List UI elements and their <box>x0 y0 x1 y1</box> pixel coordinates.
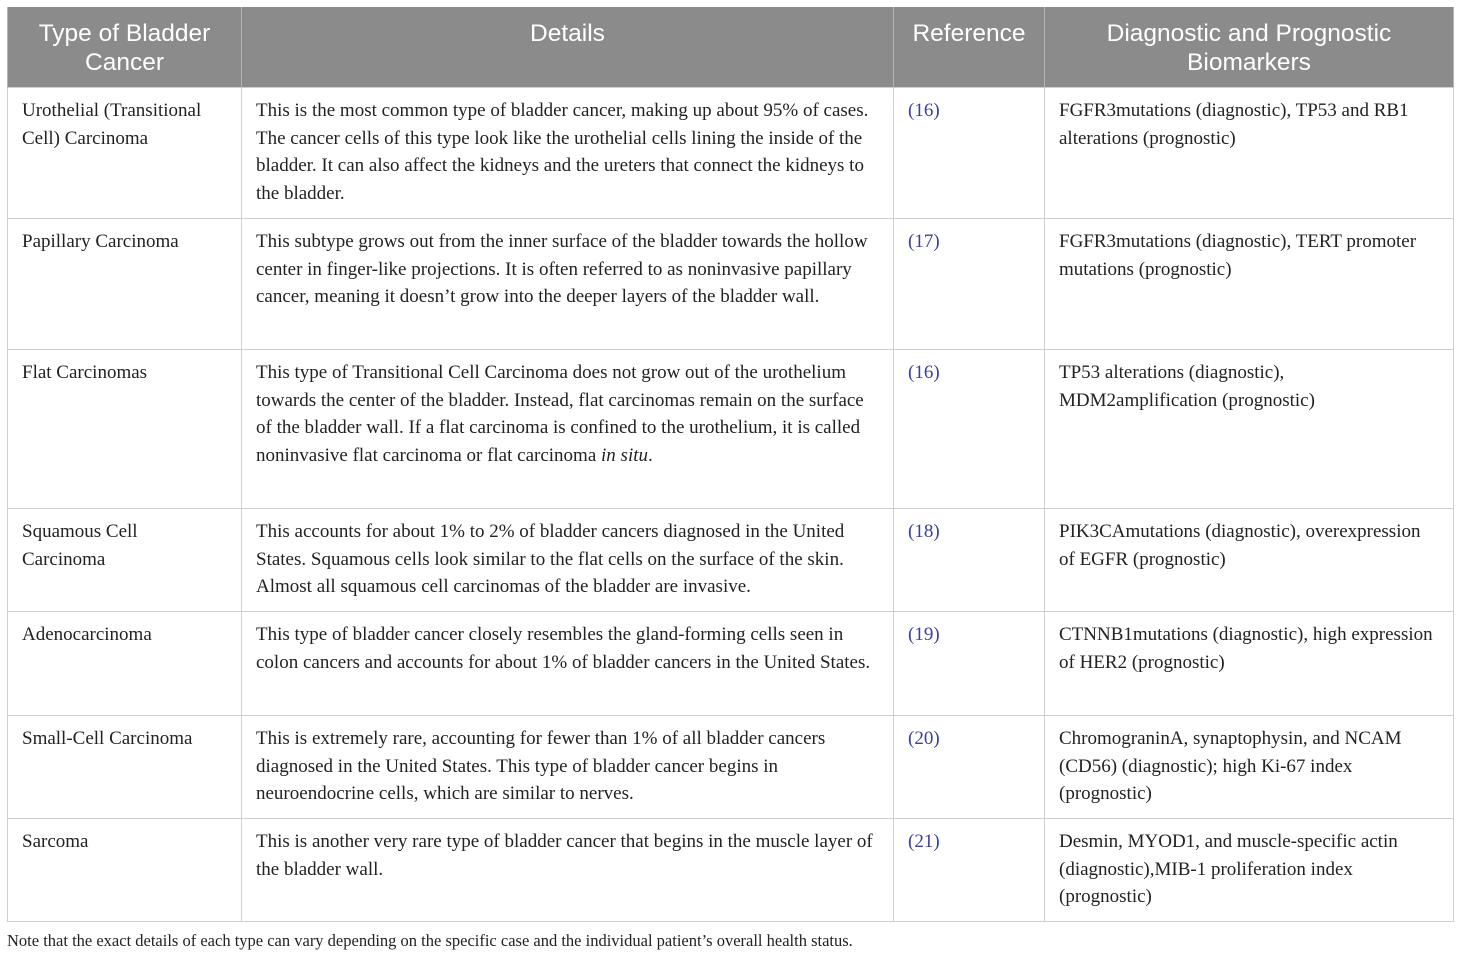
cell-type: Urothelial (Transitional Cell) Carcinoma <box>8 88 242 219</box>
header-row <box>8 7 1454 88</box>
details-end: . <box>648 444 653 466</box>
reference-link[interactable]: (21) <box>894 819 1045 922</box>
details-text: This type of Transitional Cell Carcinoma does not grow out of the urothelium towards the center of the bladder. Instead, flat carcinomas remain on the surface of the bladder wall. If a flat carcinoma is confined to the urothelium, it is called noninvasive flat carcinoma or flat carcinoma <box>256 362 864 466</box>
cell-biomarkers: CTNNB1mutations (diagnostic), high expression of HER2 (prognostic) <box>1045 612 1454 716</box>
cell-biomarkers: FGFR3mutations (diagnostic), TP53 and RB1 alterations (prognostic) <box>1045 88 1454 219</box>
header-details: Details <box>242 7 894 88</box>
reference-link[interactable]: (20) <box>894 716 1045 819</box>
cell-details: This type of bladder cancer closely resembles the gland-forming cells seen in colon cancers and accounts for about 1% of bladder cancers in the United States. <box>242 612 894 716</box>
details-italic: in situ <box>601 444 648 466</box>
reference-link[interactable]: (18) <box>894 509 1045 612</box>
table-header <box>8 7 1454 88</box>
cell-biomarkers: PIK3CAmutations (diagnostic), overexpression of EGFR (prognostic) <box>1045 509 1454 612</box>
table-row <box>8 219 1454 350</box>
cell-type: Papillary Carcinoma <box>8 219 242 350</box>
cell-details: This is another very rare type of bladder cancer that begins in the muscle layer of the bladder wall. <box>242 819 894 922</box>
table-row <box>8 509 1454 612</box>
table-row <box>8 88 1454 219</box>
cell-biomarkers: Desmin, MYOD1, and muscle-specific actin (diagnostic),MIB-1 proliferation index (prognostic) <box>1045 819 1454 922</box>
reference-link[interactable]: (17) <box>894 219 1045 350</box>
table-footnote: Note that the exact details of each type can vary depending on the specific case and the individual patient’s overall health status. <box>7 931 853 950</box>
table-body <box>8 88 1454 922</box>
cell-type: Sarcoma <box>8 819 242 922</box>
bladder-cancer-table <box>7 7 1454 922</box>
cell-details <box>242 350 894 509</box>
reference-link[interactable]: (16) <box>894 88 1045 219</box>
header-reference: Reference <box>894 7 1045 88</box>
cell-details: This is extremely rare, accounting for fewer than 1% of all bladder cancers diagnosed in the United States. This type of bladder cancer begins in neuroendocrine cells, which are similar to nerves. <box>242 716 894 819</box>
table-row <box>8 716 1454 819</box>
cell-details: This is the most common type of bladder cancer, making up about 95% of cases. The cancer cells of this type look like the urothelial cells lining the inside of the bladder. It can also affect the kidneys and the ureters that connect the kidneys to the bladder. <box>242 88 894 219</box>
reference-link[interactable]: (16) <box>894 350 1045 509</box>
header-biomarkers: Diagnostic and Prognostic Biomarkers <box>1045 7 1454 88</box>
cell-biomarkers: TP53 alterations (diagnostic), MDM2amplification (prognostic) <box>1045 350 1454 509</box>
table-row <box>8 612 1454 716</box>
cell-biomarkers: ChromograninA, synaptophysin, and NCAM (CD56) (diagnostic); high Ki-67 index (prognostic) <box>1045 716 1454 819</box>
cell-details: This accounts for about 1% to 2% of bladder cancers diagnosed in the United States. Squamous cells look similar to the flat cells on the surface of the skin. Almost all squamous cell carcinomas of the bladder are invasive. <box>242 509 894 612</box>
cell-details: This subtype grows out from the inner surface of the bladder towards the hollow center in finger-like projections. It is often referred to as noninvasive papillary cancer, meaning it doesn’t grow into the deeper layers of the bladder wall. <box>242 219 894 350</box>
table-row <box>8 819 1454 922</box>
table-row <box>8 350 1454 509</box>
cell-biomarkers: FGFR3mutations (diagnostic), TERT promoter mutations (prognostic) <box>1045 219 1454 350</box>
cell-type: Squamous Cell Carcinoma <box>8 509 242 612</box>
reference-link[interactable]: (19) <box>894 612 1045 716</box>
cell-type: Adenocarcinoma <box>8 612 242 716</box>
bladder-cancer-table-container <box>7 7 1453 922</box>
header-type: Type of Bladder Cancer <box>8 7 242 88</box>
cell-type: Small-Cell Carcinoma <box>8 716 242 819</box>
cell-type: Flat Carcinomas <box>8 350 242 509</box>
